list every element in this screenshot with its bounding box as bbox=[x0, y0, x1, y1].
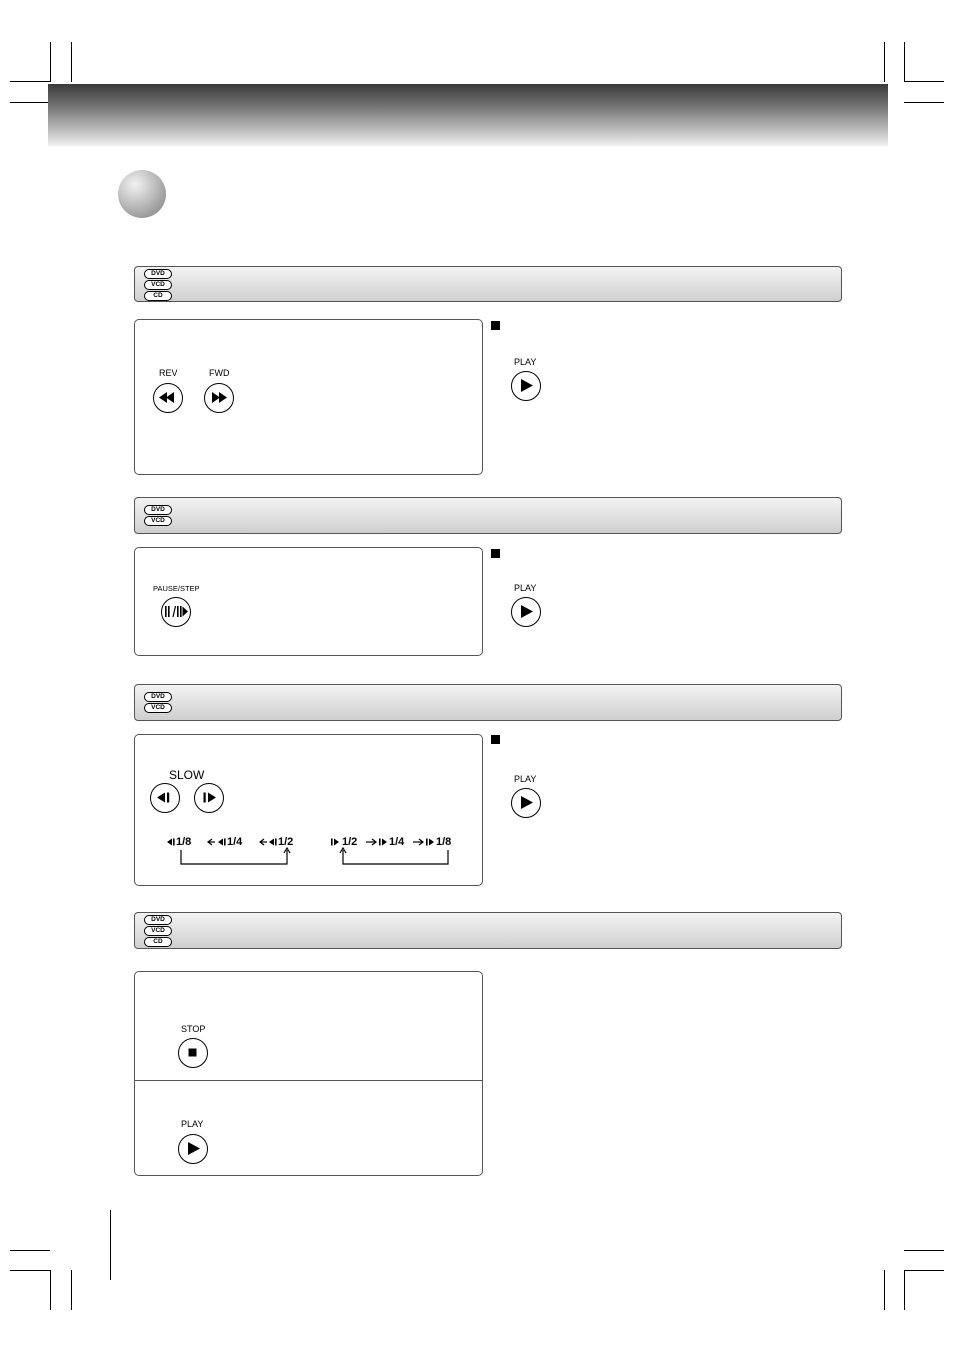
play-label: PLAY bbox=[514, 774, 537, 784]
bullet-square-icon bbox=[491, 549, 500, 558]
pause-step-button[interactable] bbox=[161, 597, 191, 627]
crop-mark bbox=[50, 1270, 51, 1310]
fwd-label: FWD bbox=[209, 368, 230, 378]
forward-speed-2: 1/4 bbox=[389, 836, 405, 848]
bullet-square-icon bbox=[491, 321, 500, 330]
vcd-badge: VCD bbox=[144, 516, 172, 526]
margin-rule bbox=[110, 1210, 111, 1280]
slow-reverse-icon bbox=[151, 784, 178, 811]
crop-mark bbox=[904, 1270, 944, 1271]
fast-forward-icon bbox=[205, 384, 232, 411]
crop-mark bbox=[884, 42, 885, 82]
crop-mark bbox=[71, 1270, 72, 1310]
slow-forward-icon bbox=[195, 784, 222, 811]
crop-mark bbox=[904, 102, 944, 103]
crop-mark bbox=[10, 102, 50, 103]
vcd-badge: VCD bbox=[144, 703, 172, 713]
crop-mark bbox=[10, 1270, 50, 1271]
crop-mark bbox=[904, 42, 905, 82]
dvd-badge: DVD bbox=[144, 269, 172, 279]
play-label: PLAY bbox=[181, 1119, 204, 1129]
vcd-badge: VCD bbox=[144, 926, 172, 936]
panel-stop bbox=[134, 971, 483, 1176]
play-button[interactable] bbox=[511, 371, 541, 401]
crop-mark bbox=[10, 81, 50, 82]
stop-label: STOP bbox=[181, 1024, 206, 1034]
play-button[interactable] bbox=[511, 788, 541, 818]
slow-reverse-button[interactable] bbox=[150, 783, 180, 813]
crop-mark bbox=[71, 42, 72, 82]
play-icon bbox=[179, 1135, 206, 1162]
rewind-icon bbox=[154, 384, 181, 411]
cd-badge: CD bbox=[144, 291, 172, 301]
rev-button[interactable] bbox=[153, 383, 183, 413]
reverse-speed-3: 1/2 bbox=[278, 836, 294, 848]
crop-mark bbox=[904, 81, 944, 82]
play-icon bbox=[512, 789, 539, 816]
reverse-speed-1: 1/8 bbox=[176, 836, 192, 848]
dvd-badge: DVD bbox=[144, 915, 172, 925]
play-label: PLAY bbox=[514, 357, 537, 367]
reverse-speed-2: 1/4 bbox=[227, 836, 243, 848]
mode-band-2 bbox=[134, 497, 842, 534]
pause-step-label: PAUSE/STEP bbox=[153, 584, 200, 593]
panel-search bbox=[134, 319, 483, 475]
header-bar bbox=[48, 84, 888, 146]
slow-label: SLOW bbox=[169, 768, 205, 782]
slow-forward-button[interactable] bbox=[194, 783, 224, 813]
panel-slow bbox=[134, 734, 483, 886]
mode-band-4 bbox=[134, 912, 842, 949]
play-button[interactable] bbox=[178, 1134, 208, 1164]
crop-mark bbox=[904, 1250, 944, 1251]
cd-badge: CD bbox=[144, 937, 172, 947]
mode-band-1 bbox=[134, 266, 842, 302]
crop-mark bbox=[10, 1250, 50, 1251]
mode-band-3 bbox=[134, 684, 842, 721]
crop-mark bbox=[884, 1270, 885, 1310]
play-icon bbox=[512, 372, 539, 399]
panel-divider bbox=[135, 1080, 482, 1081]
play-label: PLAY bbox=[514, 583, 537, 593]
stop-button[interactable] bbox=[178, 1038, 208, 1068]
vcd-badge: VCD bbox=[144, 280, 172, 290]
section-bullet-icon bbox=[118, 170, 166, 218]
panel-pause bbox=[134, 547, 483, 656]
play-icon bbox=[512, 598, 539, 625]
fwd-button[interactable] bbox=[204, 383, 234, 413]
dvd-badge: DVD bbox=[144, 692, 172, 702]
dvd-badge: DVD bbox=[144, 505, 172, 515]
stop-icon bbox=[179, 1039, 206, 1066]
bullet-square-icon bbox=[491, 735, 500, 744]
rev-label: REV bbox=[159, 368, 178, 378]
forward-speed-3: 1/8 bbox=[436, 836, 452, 848]
play-button[interactable] bbox=[511, 597, 541, 627]
pause-step-icon bbox=[162, 598, 189, 625]
crop-mark bbox=[50, 42, 51, 82]
crop-mark bbox=[904, 1270, 905, 1310]
forward-speed-1: 1/2 bbox=[342, 836, 358, 848]
